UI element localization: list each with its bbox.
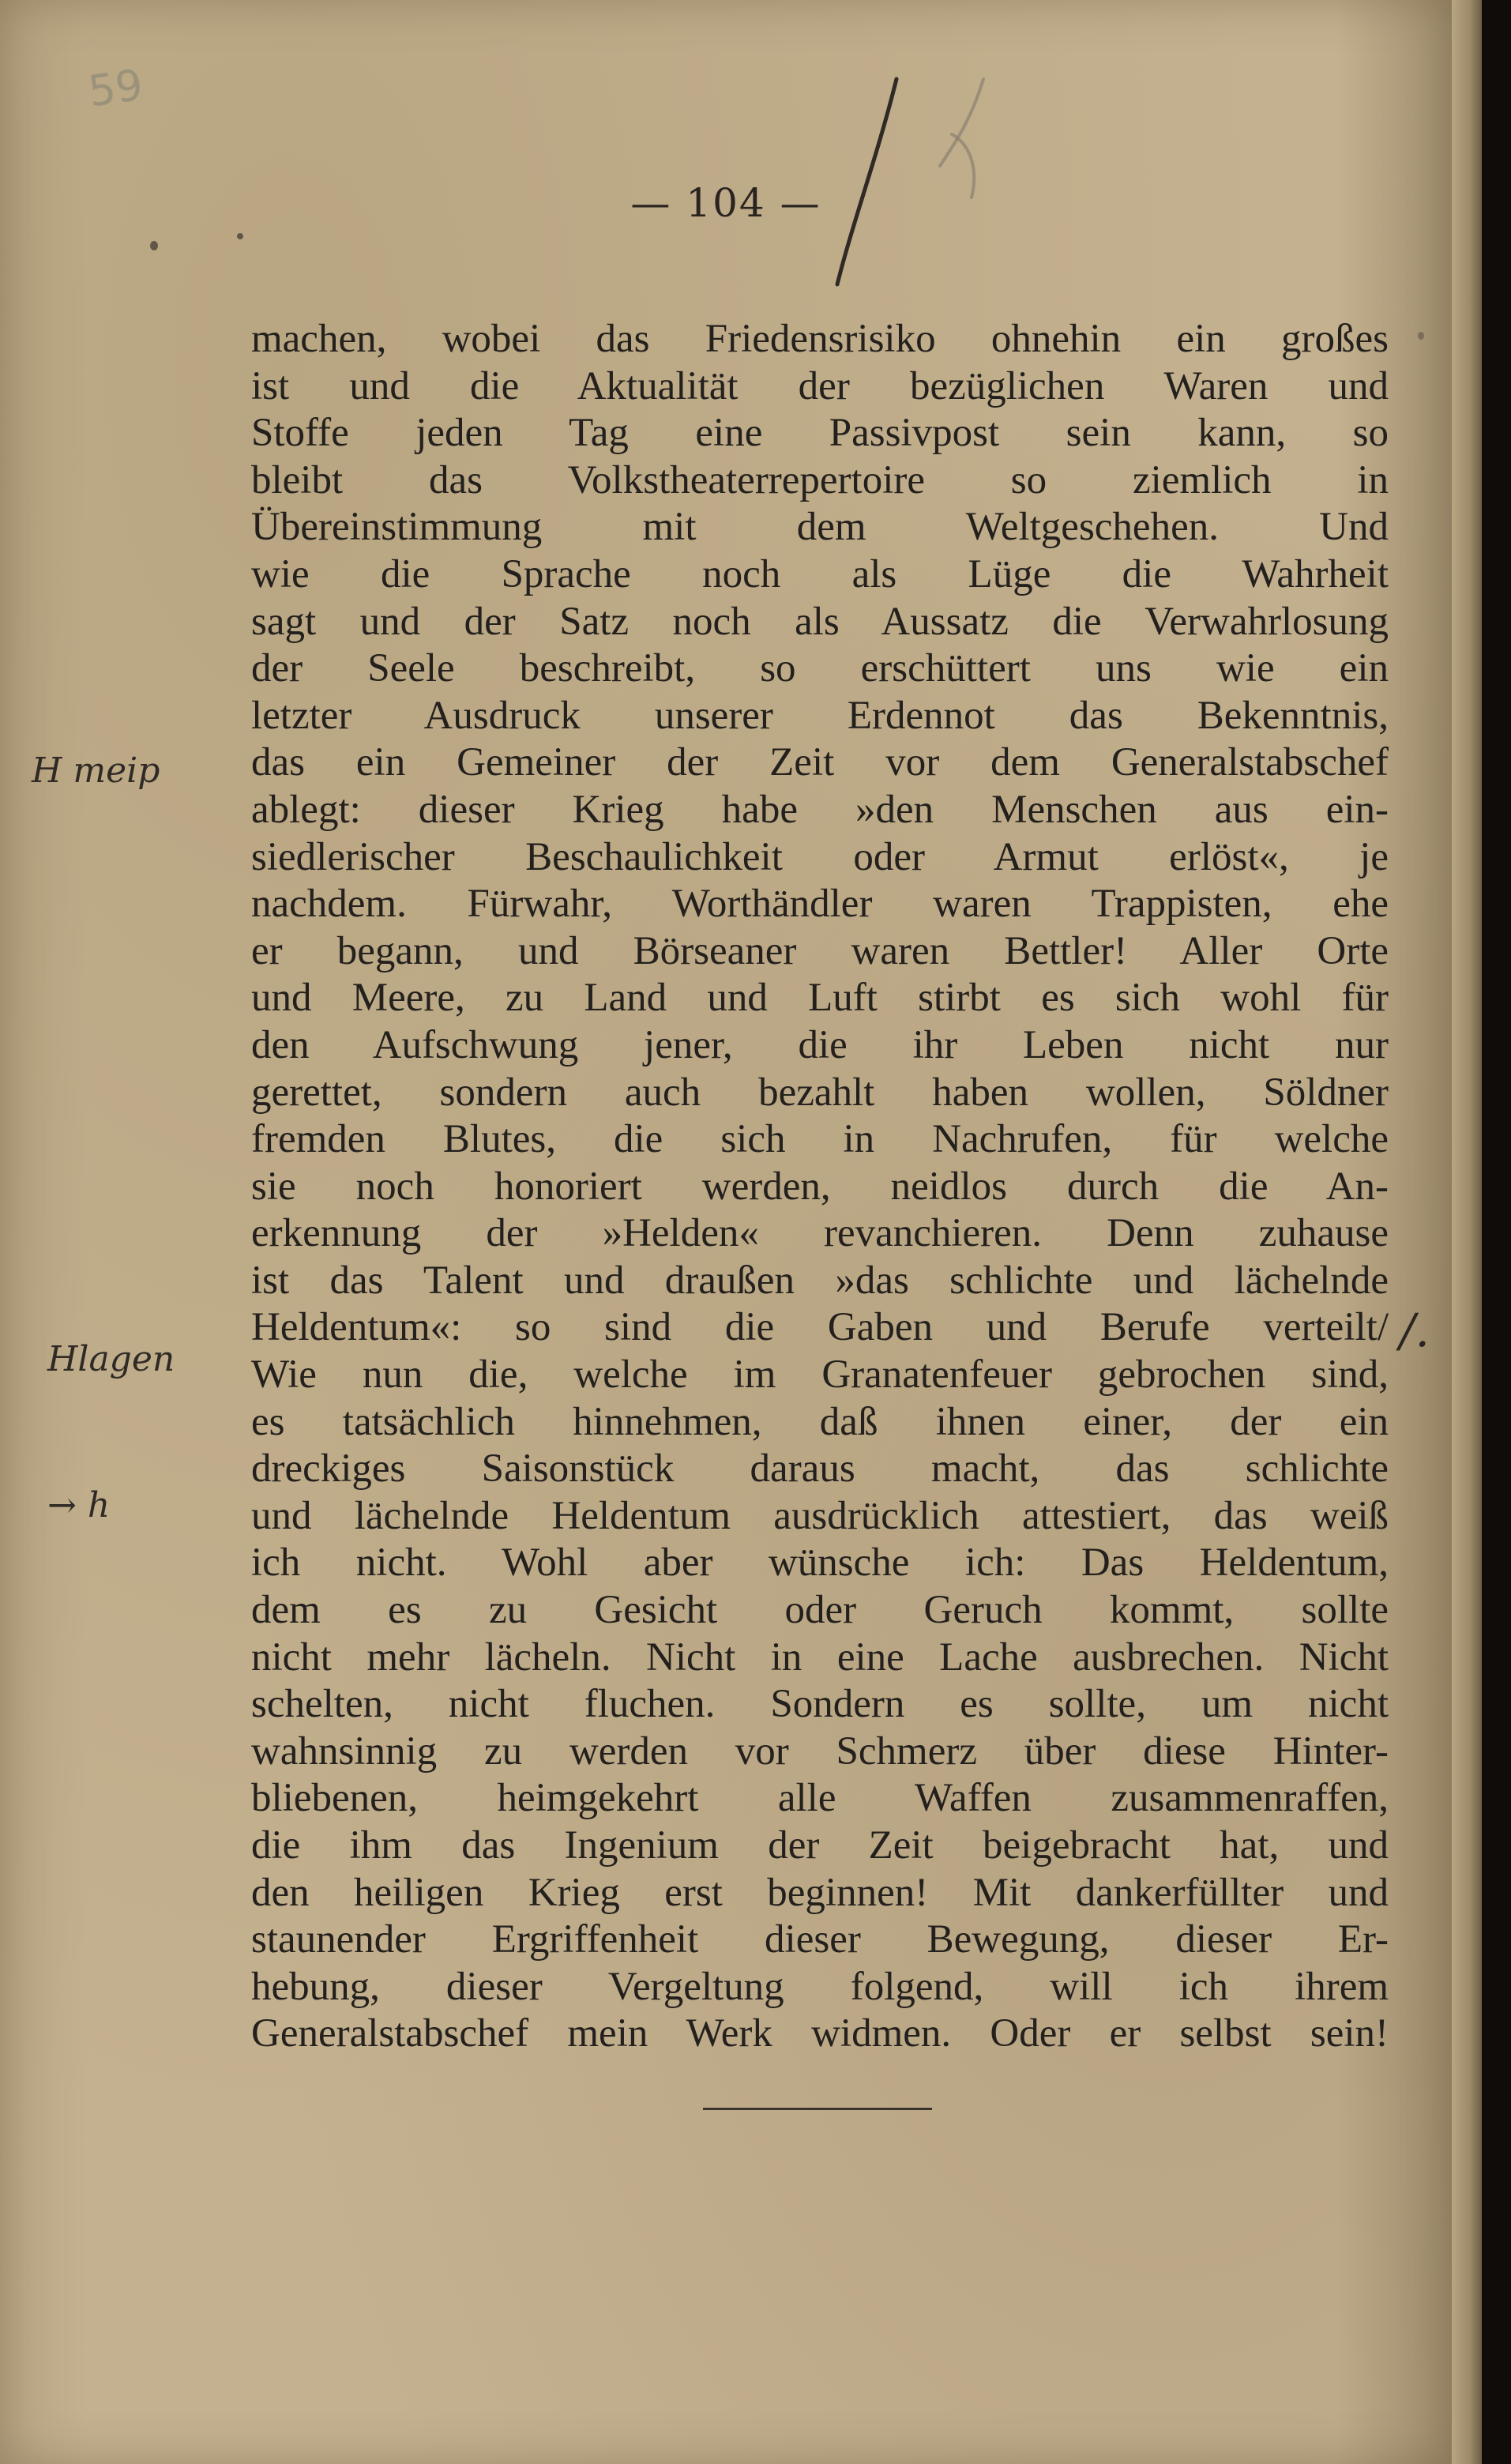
text-line: das ein Gemeiner der Zeit vor dem Generalstabschef	[251, 740, 1389, 785]
text-line: fremden Blutes, die sich in Nachrufen, für welche	[251, 1117, 1389, 1162]
handwritten-slash-annotation	[821, 47, 1011, 300]
text-line: staunender Ergriffenheit dieser Bewegung, dieser Er-	[251, 1917, 1389, 1962]
text-line: letzter Ausdruck unserer Erdennot das Bekenntnis,	[251, 693, 1389, 738]
text-line: nicht mehr lächeln. Nicht in eine Lache ausbrechen. Nicht	[251, 1635, 1389, 1680]
paper-speck	[150, 241, 158, 250]
text-line: machen, wobei das Friedensrisiko ohnehin ein großes	[251, 317, 1389, 361]
text-line: sagt und der Satz noch als Aussatz die Verwahrlosung	[251, 599, 1389, 644]
text-line: ist das Talent und draußen »das schlichte und lächelnde	[251, 1258, 1389, 1303]
book-binding	[1482, 0, 1511, 2464]
archive-number: 59	[85, 59, 146, 117]
paper-speck	[1418, 332, 1424, 340]
margin-mark-slash: /.	[1400, 1303, 1430, 1357]
text-line: hebung, dieser Vergeltung folgend, will ich ihrem	[251, 1964, 1389, 2009]
page-fold-shadow	[1452, 0, 1482, 2464]
text-line: gerettet, sondern auch bezahlt haben wollen, Söldner	[251, 1070, 1389, 1115]
text-line: nachdem. Fürwahr, Worthändler waren Trappisten, ehe	[251, 882, 1389, 927]
margin-note-1: H meip	[32, 750, 160, 791]
text-line: Generalstabschef mein Werk widmen. Oder er selbst sein!	[251, 2011, 1389, 2056]
text-line: Wie nun die, welche im Granatenfeuer gebrochen sind,	[251, 1352, 1389, 1398]
text-line: bliebenen, heimgekehrt alle Waffen zusammenraffen,	[251, 1776, 1389, 1821]
page-number: — 104 —	[630, 180, 821, 226]
text-line: ablegt: dieser Krieg habe »den Menschen aus ein-	[251, 787, 1389, 832]
text-line: die ihm das Ingenium der Zeit beigebracht hat, und	[251, 1823, 1389, 1868]
text-line: den heiligen Krieg erst beginnen! Mit dankerfüllter und	[251, 1870, 1389, 1915]
text-line: der Seele beschreibt, so erschüttert uns wie ein	[251, 646, 1389, 691]
text-line: dreckiges Saisonstück daraus macht, das schlichte	[251, 1446, 1389, 1492]
text-line: sie noch honoriert werden, neidlos durch die An-	[251, 1164, 1389, 1209]
text-line: den Aufschwung jener, die ihr Leben nicht nur	[251, 1022, 1389, 1067]
text-line: Heldentum«: so sind die Gaben und Berufe verteilt/	[251, 1305, 1389, 1350]
text-line: dem es zu Gesicht oder Geruch kommt, sollte	[251, 1588, 1389, 1633]
body-text	[251, 316, 1389, 2058]
text-line: ist und die Aktualität der bezüglichen Waren und	[251, 363, 1389, 408]
text-line: und lächelnde Heldentum ausdrücklich attestiert, das weiß	[251, 1493, 1389, 1538]
paper-speck	[237, 233, 243, 239]
text-line: wie die Sprache noch als Lüge die Wahrheit	[251, 551, 1389, 596]
text-line: Übereinstimmung mit dem Weltgeschehen. Und	[251, 505, 1389, 550]
text-line: Stoffe jeden Tag eine Passivpost sein kann, so	[251, 411, 1389, 456]
text-line: erkennung der »Helden« revanchieren. Denn zuhause	[251, 1211, 1389, 1256]
text-line: es tatsächlich hinnehmen, daß ihnen einer, der ein	[251, 1399, 1389, 1444]
text-line: bleibt das Volkstheaterrepertoire so ziemlich in	[251, 457, 1389, 502]
margin-note-3: → h	[47, 1485, 111, 1525]
end-rule-divider	[703, 2108, 932, 2110]
text-line: siedlerischer Beschaulichkeit oder Armut erlöst«, je	[251, 834, 1389, 879]
text-line: ich nicht. Wohl aber wünsche ich: Das Heldentum,	[251, 1540, 1389, 1586]
margin-note-2: Hlagen	[47, 1339, 175, 1379]
text-line: wahnsinnig zu werden vor Schmerz über diese Hinter-	[251, 1729, 1389, 1774]
text-line: er begann, und Börseaner waren Bettler! Aller Orte	[251, 928, 1389, 973]
text-line: schelten, nicht fluchen. Sondern es sollte, um nicht	[251, 1682, 1389, 1727]
text-line: und Meere, zu Land und Luft stirbt es sich wohl für	[251, 976, 1389, 1021]
